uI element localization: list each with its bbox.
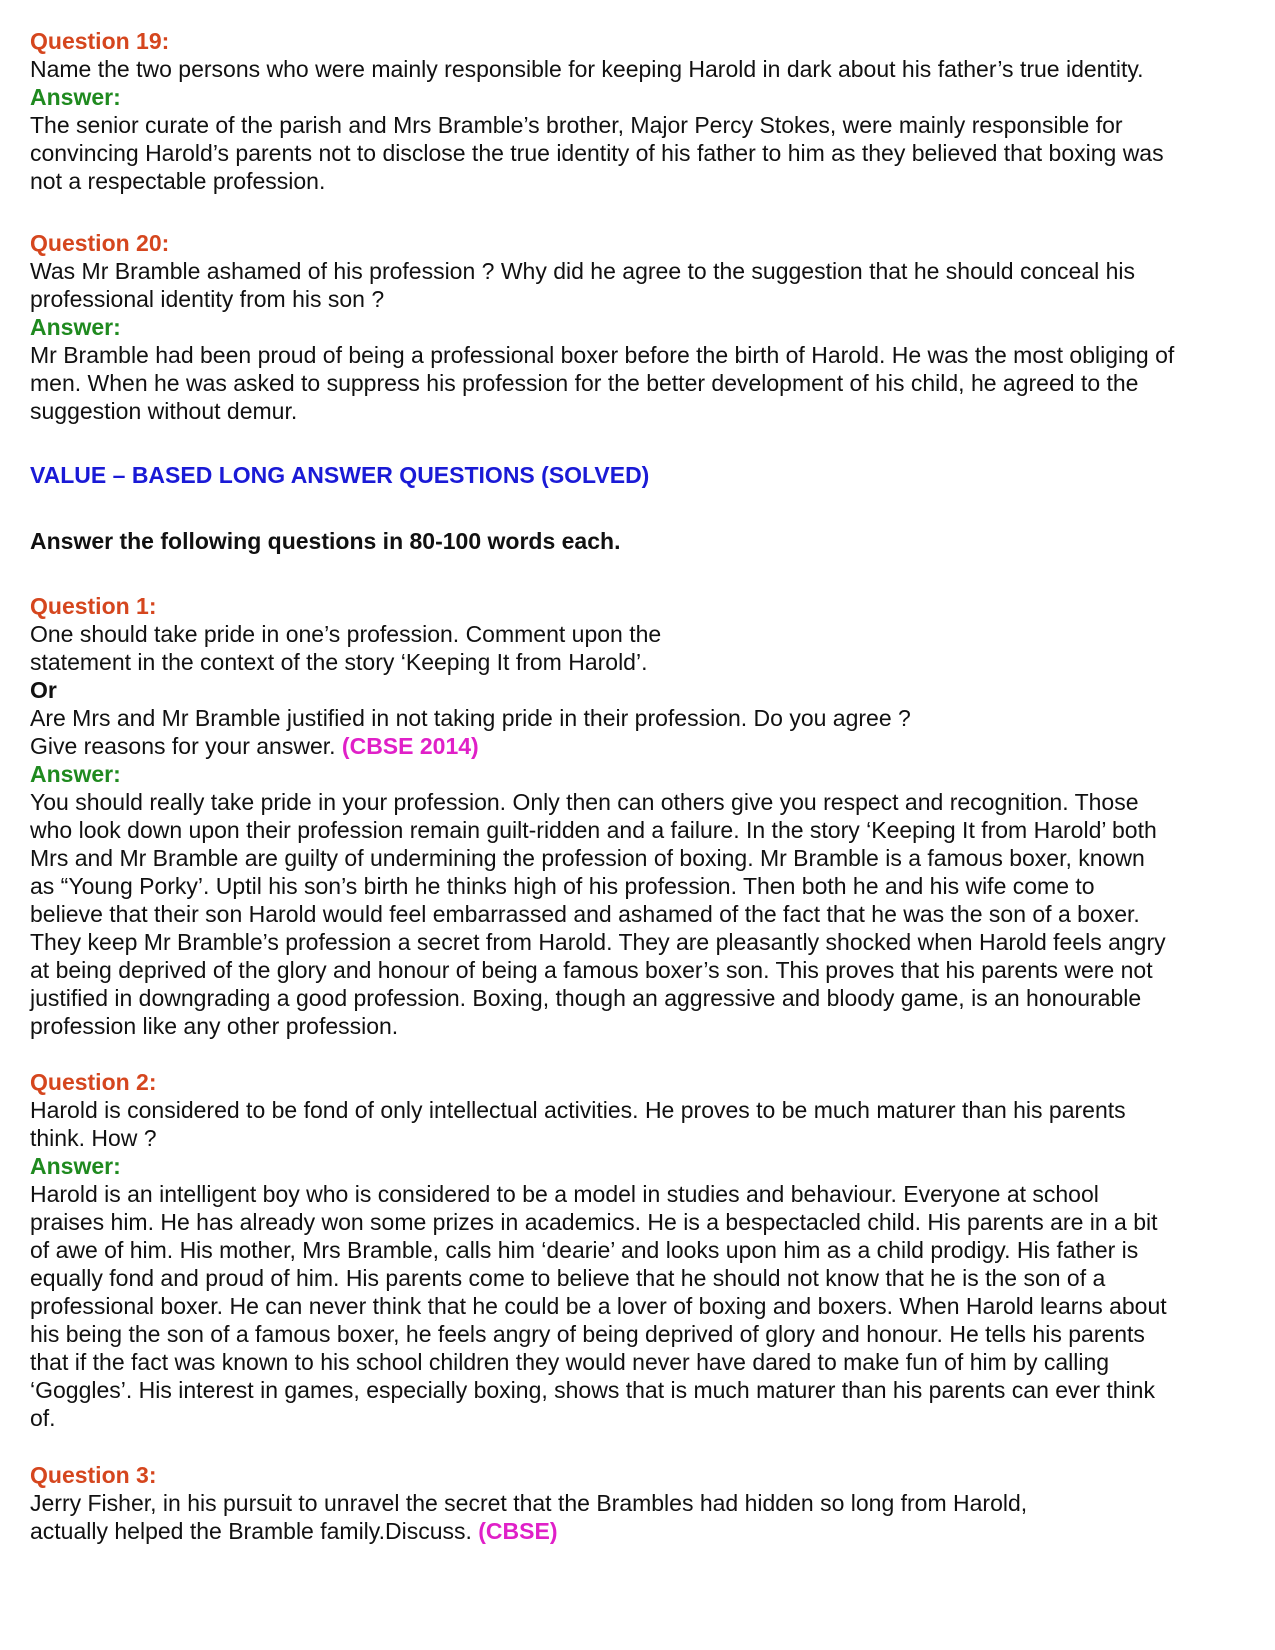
answer-line: convincing Harold’s parents not to disclose the true identity of his father to him as they believed that boxing was	[30, 140, 1164, 166]
answer-line: believe that their son Harold would feel embarrassed and ashamed of the fact that he was the son of a boxer.	[30, 901, 1140, 927]
instruction-text: Answer the following questions in 80-100 words each.	[30, 528, 621, 554]
question-text: Was Mr Bramble ashamed of his profession ? Why did he agree to the suggestion that he should conceal his	[30, 258, 1136, 284]
question-text: One should take pride in one’s profession. Comment upon the	[30, 621, 662, 647]
answer-line: The senior curate of the parish and Mrs Bramble’s brother, Major Percy Stokes, were mainly responsible for	[30, 112, 1123, 138]
answer-line: of.	[30, 1405, 56, 1431]
answer-line: as “Young Porky’. Uptil his son’s birth he thinks high of his profession. Then both he and his wife come to	[30, 873, 1095, 899]
answer-line: of awe of him. His mother, Mrs Bramble, calls him ‘dearie’ and looks upon him as a child prodigy. His father is	[30, 1237, 1139, 1263]
instruction-block	[30, 527, 1262, 555]
value-question-2-block	[30, 1068, 1262, 1432]
section-title-block	[30, 461, 1262, 489]
question-text: Are Mrs and Mr Bramble justified in not taking pride in their profession. Do you agree ?	[30, 705, 911, 731]
answer-line: his being the son of a famous boxer, he feels angry of being deprived of glory and honour. He tells his parents	[30, 1321, 1145, 1347]
section-title: VALUE – BASED LONG ANSWER QUESTIONS (SOLVED)	[30, 462, 650, 488]
question-19-block	[30, 27, 1262, 195]
question-text: Harold is considered to be fond of only intellectual activities. He proves to be much maturer than his parents	[30, 1097, 1126, 1123]
question-20-block	[30, 229, 1262, 425]
answer-line: Mr Bramble had been proud of being a professional boxer before the birth of Harold. He was the most obliging of	[30, 342, 1175, 368]
or-label: Or	[30, 677, 57, 703]
answer-heading: Answer:	[30, 1153, 121, 1179]
answer-line: at being deprived of the glory and honour of being a famous boxer’s son. This proves that his parents were not	[30, 957, 1153, 983]
answer-line: You should really take pride in your profession. Only then can others give you respect and recognition. Those	[30, 789, 1139, 815]
answer-line: profession like any other profession.	[30, 1013, 399, 1039]
answer-line: that if the fact was known to his school children they would never have dared to make fun of him by calling	[30, 1349, 1110, 1375]
answer-line: Mrs and Mr Bramble are guilty of undermining the profession of boxing. Mr Bramble is a famous boxer, known	[30, 845, 1145, 871]
answer-line: who look down upon their profession remain guilt-ridden and a failure. In the story ‘Keeping It from Harold’ both	[30, 817, 1157, 843]
answer-line: men. When he was asked to suppress his profession for the better development of his child, he agreed to the	[30, 370, 1139, 396]
question-text-with-source	[30, 732, 1262, 760]
question-text: Give reasons for your answer.	[30, 733, 336, 759]
answer-heading: Answer:	[30, 84, 121, 110]
question-text-with-source	[30, 1517, 1262, 1545]
value-question-3-block	[30, 1461, 1262, 1545]
answer-line: They keep Mr Bramble’s profession a secret from Harold. They are pleasantly shocked when Harold feels angry	[30, 929, 1166, 955]
answer-heading: Answer:	[30, 314, 121, 340]
value-question-1-block	[30, 592, 1262, 1040]
source-tag: (CBSE)	[478, 1518, 558, 1544]
question-heading: Question 19:	[30, 28, 170, 54]
answer-line: not a respectable profession.	[30, 168, 326, 194]
answer-line: professional boxer. He can never think that he could be a lover of boxing and boxers. When Harold learns about	[30, 1293, 1167, 1319]
answer-line: suggestion without demur.	[30, 398, 298, 424]
question-heading: Question 2:	[30, 1069, 157, 1095]
source-tag: (CBSE 2014)	[341, 733, 479, 759]
answer-line: ‘Goggles’. His interest in games, especially boxing, shows that is much maturer than his parents can ever think	[30, 1377, 1155, 1403]
answer-line: praises him. He has already won some prizes in academics. He is a bespectacled child. His parents are in a bit	[30, 1209, 1158, 1235]
answer-line: justified in downgrading a good profession. Boxing, though an aggressive and bloody game, is an honourable	[30, 985, 1142, 1011]
question-text: Name the two persons who were mainly responsible for keeping Harold in dark about his father’s true identity.	[30, 56, 1144, 82]
question-text: Jerry Fisher, in his pursuit to unravel the secret that the Brambles had hidden so long from Harold,	[30, 1490, 1028, 1516]
answer-line: equally fond and proud of him. His parents come to believe that he should not know that he is the son of a	[30, 1265, 1106, 1291]
answer-heading: Answer:	[30, 761, 121, 787]
question-text: actually helped the Bramble family.Discuss.	[30, 1518, 472, 1544]
question-heading: Question 1:	[30, 593, 157, 619]
answer-line: Harold is an intelligent boy who is considered to be a model in studies and behaviour. Everyone at school	[30, 1181, 1099, 1207]
question-text: statement in the context of the story ‘Keeping It from Harold’.	[30, 649, 648, 675]
question-text: professional identity from his son ?	[30, 286, 385, 312]
question-heading: Question 3:	[30, 1462, 157, 1488]
question-heading: Question 20:	[30, 230, 170, 256]
question-text: think. How ?	[30, 1125, 157, 1151]
